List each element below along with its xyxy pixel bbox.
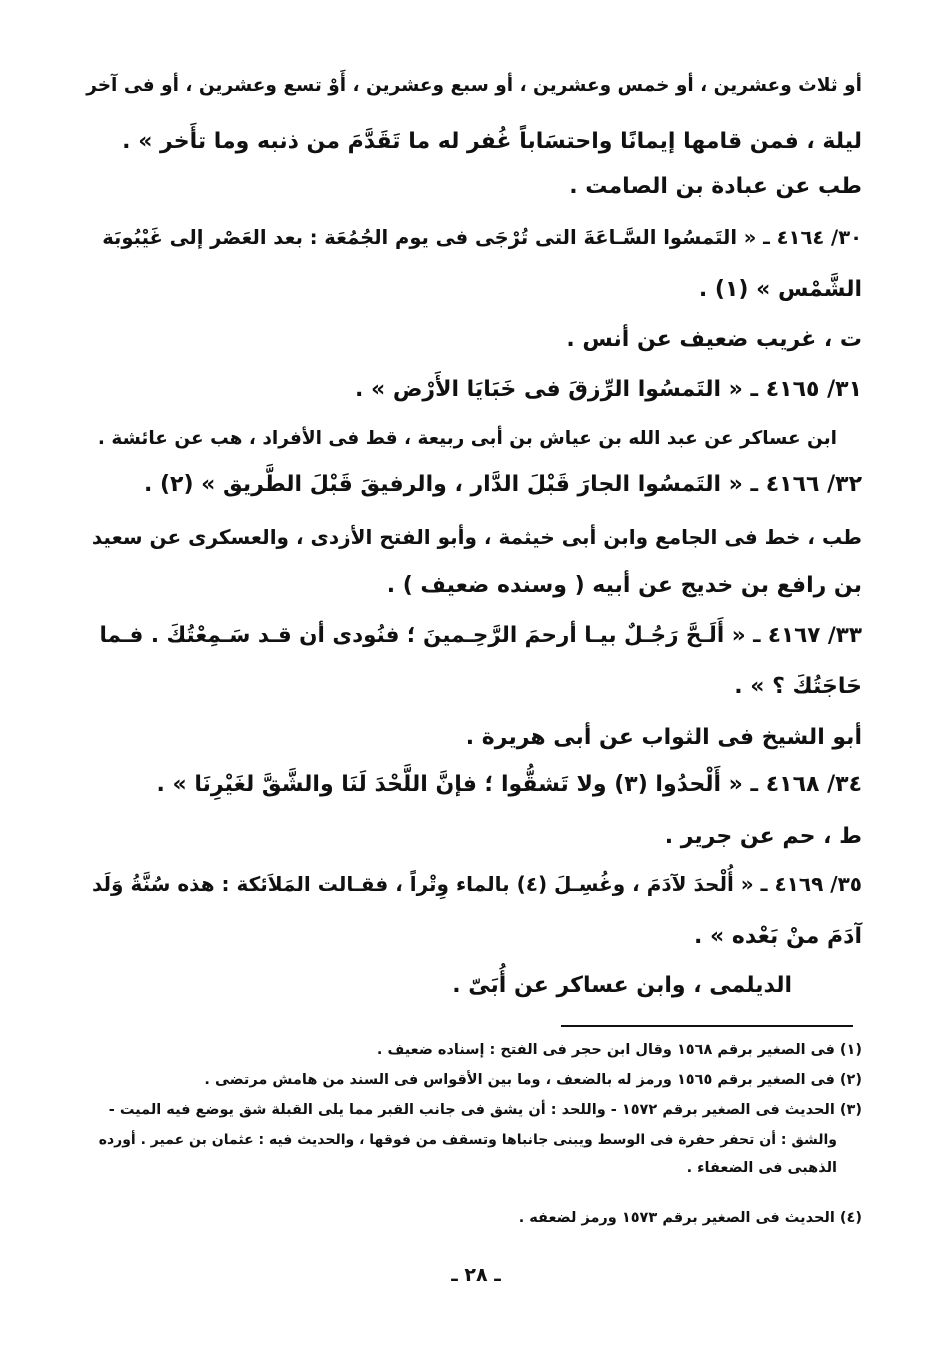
footnote-line: (٤) الحديث فى الصغير برقم ١٥٧٣ ورمز لضعفه .	[518, 1210, 862, 1226]
text-line: الشَّمْس » (١) .	[698, 277, 862, 302]
source-line: ابن عساكر عن عبد الله بن عياش بن أبى ربيعة ، قط فى الأفراد ، هب عن عائشة .	[97, 428, 837, 449]
hadith-line: ٣٠/ ٤١٦٤ ـ « التَمسُوا السَّـاعَةَ التى تُرْجَى فى يوم الجُمُعَة : بعد العَصْر إلى غَيْبُوبَة	[102, 226, 862, 249]
source-line: طب ، خط فى الجامع وابن أبى خيثمة ، وأبو الفتح الأزدى ، والعسكرى عن سعيد	[91, 525, 862, 549]
footnote-divider	[561, 1025, 853, 1027]
footnote-line: والشق : أن تحفر حفرة فى الوسط ويبنى جانباها وتسقف من فوقها ، والحديث فيه : عثمان بن عمير . أورده	[98, 1132, 837, 1148]
footnote-line: (٢) فى الصغير برقم ١٥٦٥ ورمز له بالضعف ، وما بين الأقواس فى السند من هامش مرتضى .	[204, 1072, 862, 1088]
page-number: ـ ٢٨ ـ	[451, 1264, 501, 1286]
hadith-line: ٣٣/ ٤١٦٧ ـ « أَلَـحَّ رَجُـلٌ بيـا أرحمَ الرَّحِـمينَ ؛ فنُودى أن قـد سَـمِعْتُكَ . فـما	[99, 623, 862, 648]
hadith-line: ٣٢/ ٤١٦٦ ـ « التَمسُوا الجارَ قَبْلَ الدَّار ، والرفيقَ قَبْلَ الطَّريق » (٢) .	[143, 472, 862, 497]
footnote-line: (١) فى الصغير برقم ١٥٦٨ وقال ابن حجر فى الفتح : إسناده ضعيف .	[376, 1042, 862, 1058]
hadith-line: ٣١/ ٤١٦٥ ـ « التَمسُوا الرِّزقَ فى خَبَايَا الأَرْض » .	[354, 377, 862, 402]
text-line: حَاجَتُكَ ؟ » .	[734, 674, 862, 699]
footnote-line: (٣) الحديث فى الصغير برقم ١٥٧٢ - واللحد : أن يشق فى جانب القبر مما يلى القبلة شق يوضع فيه الميت -	[108, 1102, 862, 1118]
text-line: طب عن عبادة بن الصامت .	[569, 174, 862, 199]
text-line: آدَمَ منْ بَعْده » .	[694, 924, 862, 949]
hadith-line: ٣٤/ ٤١٦٨ ـ « أَلْحدُوا (٣) ولا تَشقُّوا ؛ فإنَّ اللَّحْدَ لَنَا والشَّقَّ لغَيْرِنَا » .	[156, 772, 862, 797]
text-line: بن رافع بن خديج عن أبيه ( وسنده ضعيف ) .	[386, 573, 862, 598]
source-line: الديلمى ، وابن عساكر عن أُبَىّ .	[452, 973, 792, 998]
footnote-line: الذهبى فى الضعفاء .	[686, 1160, 837, 1176]
text-line: ليلة ، فمن قامها إيمانًا واحتسَاباً غُفر له ما تَقَدَّمَ من ذنبه وما تأَخر » .	[122, 129, 862, 154]
text-line: أو ثلاث وعشرين ، أو خمس وعشرين ، أو سبع وعشرين ، أَوْ تسع وعشرين ، أو فى آخر	[86, 75, 862, 96]
source-line: ت ، غريب ضعيف عن أنس .	[566, 327, 862, 352]
source-line: أبو الشيخ فى الثواب عن أبى هريرة .	[465, 725, 862, 750]
hadith-line: ٣٥/ ٤١٦٩ ـ « أُلْحدَ لآدَمَ ، وغُسِـلَ (٤) بالماء وِتْراً ، فقـالت المَلاَئكة : هذه سُنَّةُ وَلَد	[91, 872, 862, 896]
source-line: ط ، حم عن جرير .	[664, 824, 862, 849]
